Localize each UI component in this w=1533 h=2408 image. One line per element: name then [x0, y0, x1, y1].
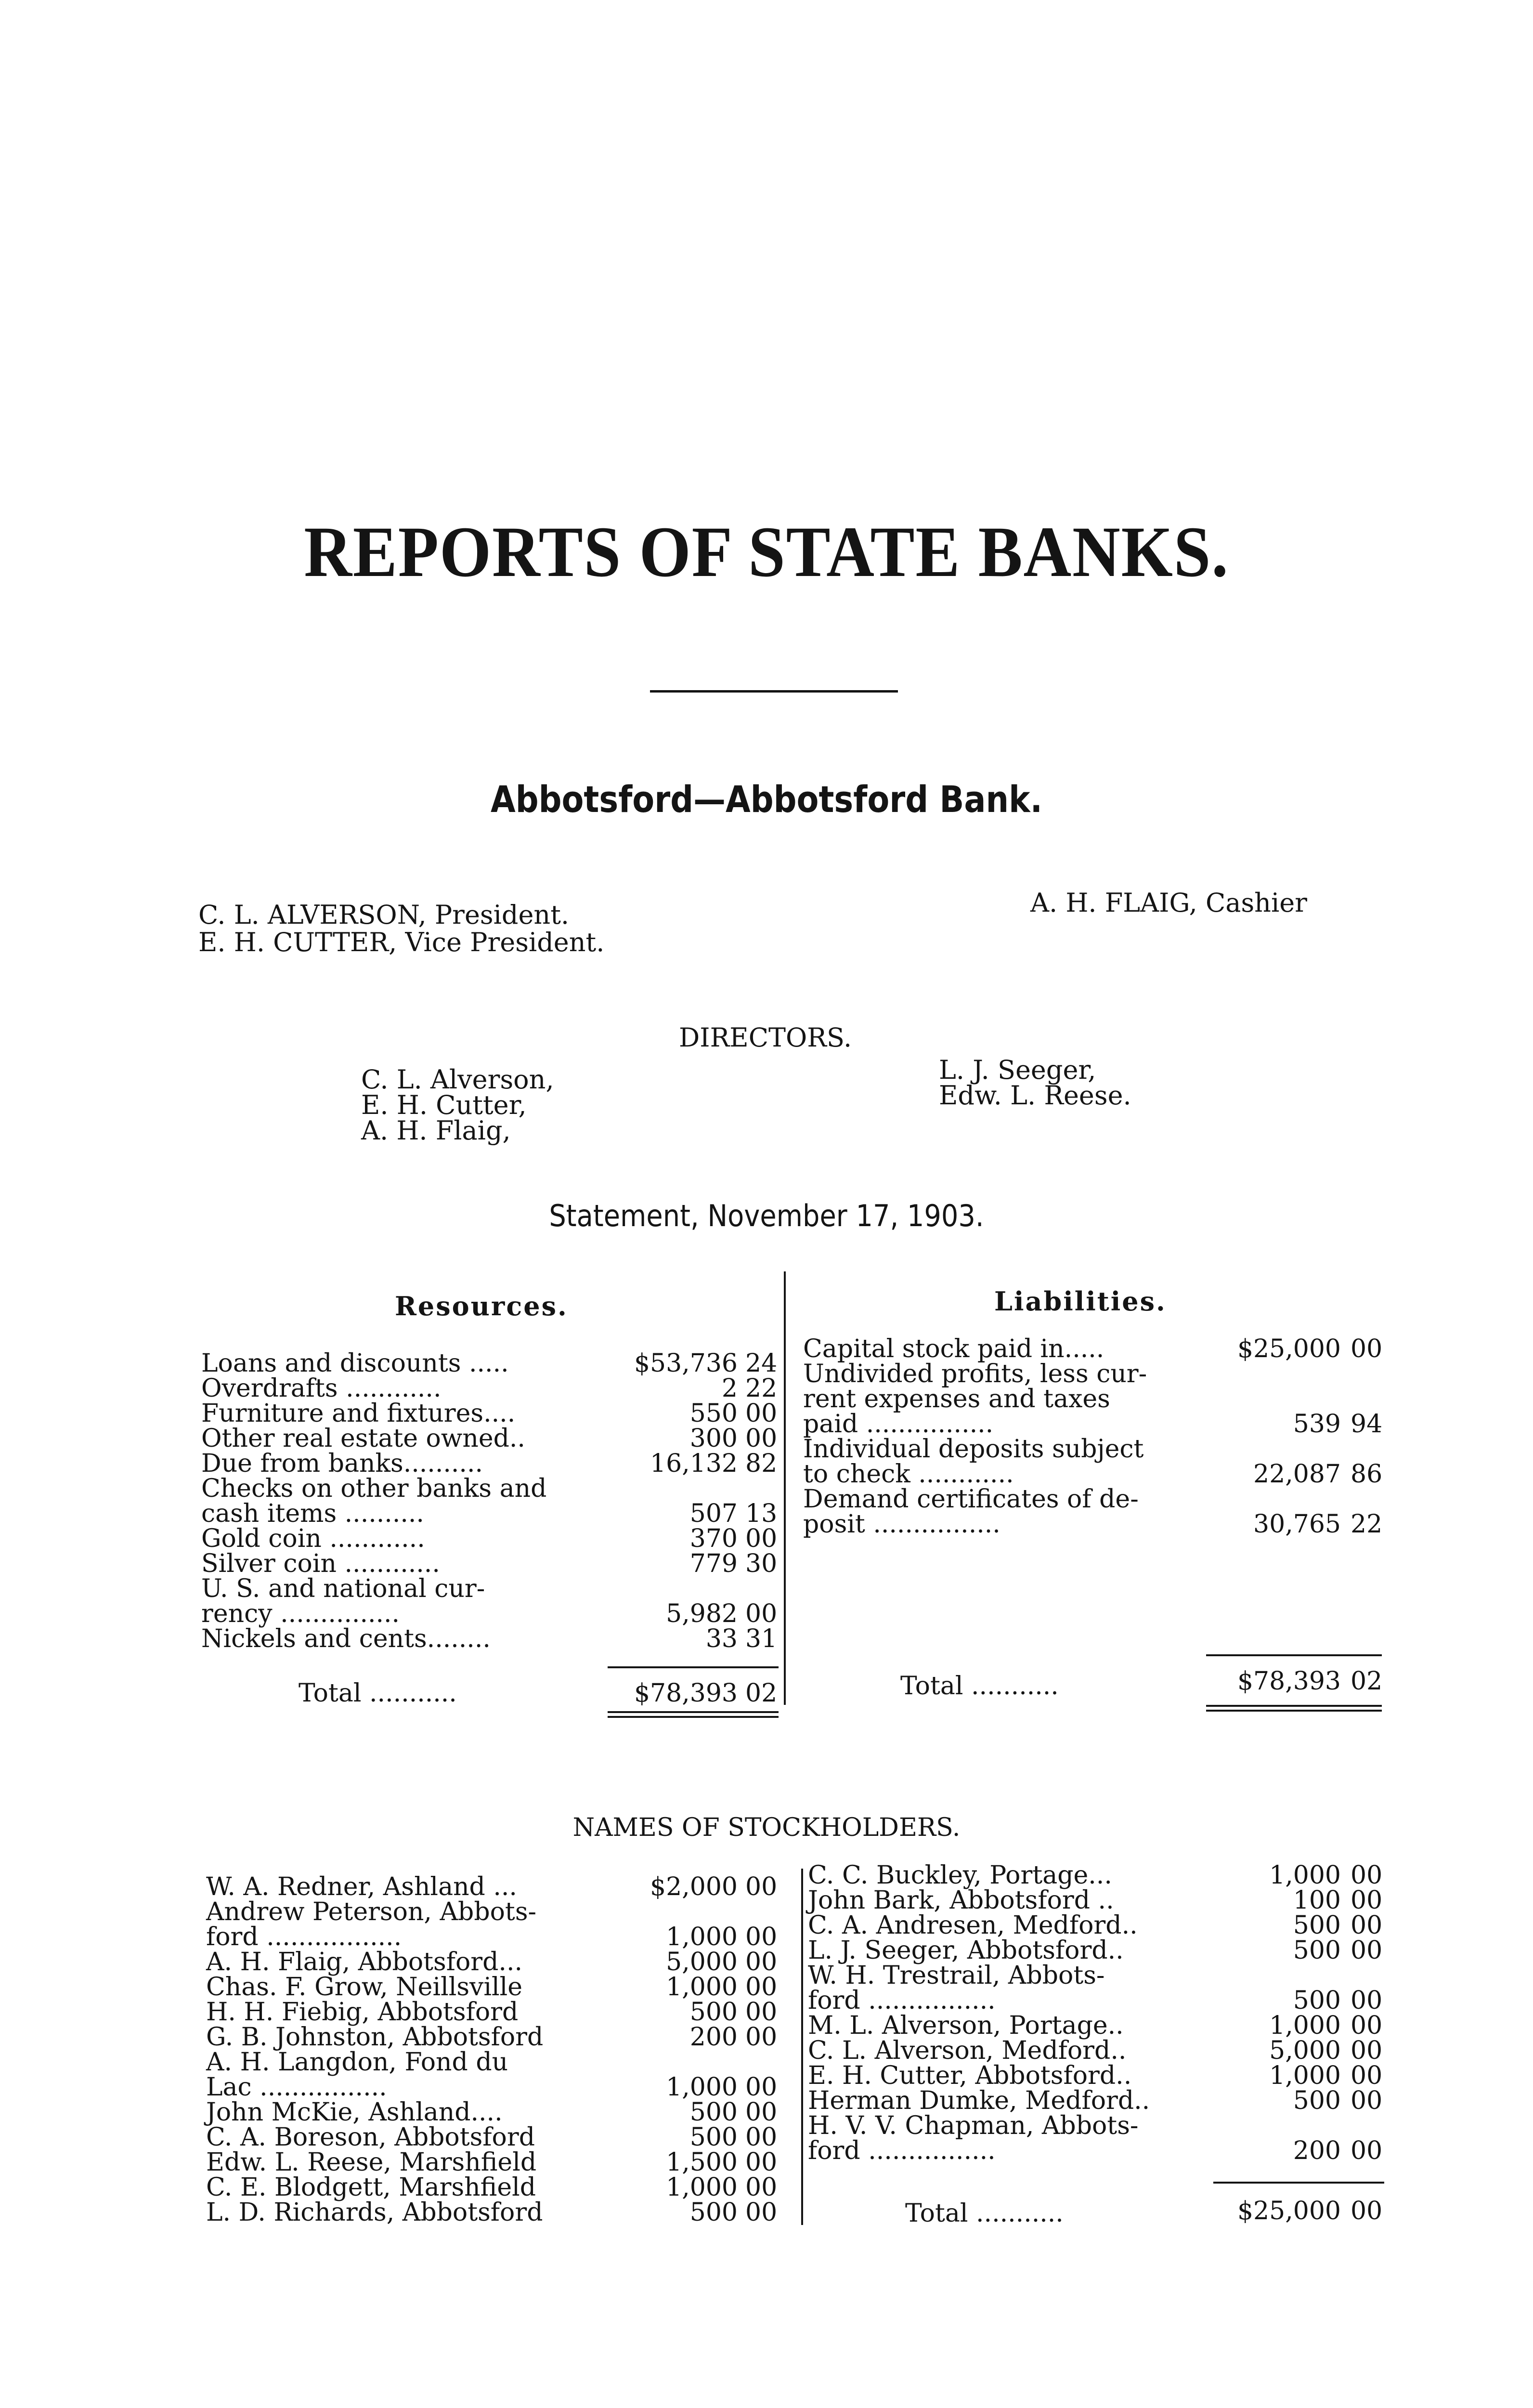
stockholder-right-label: C. A. Andresen, Medford.. [808, 1911, 1138, 1940]
stockholders-total-rule [1213, 2182, 1384, 2184]
liability-item-label: paid ................ [803, 1410, 994, 1439]
resource-item-label: Furniture and fixtures.... [201, 1399, 516, 1428]
stockholder-right-cents: 00 [1351, 2061, 1383, 2090]
stockholder-left-label: C. A. Boreson, Abbotsford [206, 2123, 535, 2152]
resource-item-label: rency ............... [201, 1599, 400, 1628]
resource-item-cents: 00 [745, 1424, 778, 1453]
stockholder-left-dollars: 500 [689, 1998, 738, 2027]
liability-item-cents: 94 [1351, 1410, 1383, 1439]
stockholder-left-cents: 00 [745, 2073, 778, 2102]
resource-item-cents: 13 [745, 1499, 778, 1528]
liability-item-cents: 86 [1351, 1460, 1383, 1489]
resource-item-dollars: 370 [689, 1524, 738, 1553]
stockholder-right-label: ford ................ [808, 2136, 996, 2165]
liability-item-label: Undivided profits, less cur- [803, 1360, 1147, 1388]
stockholder-right-label: C. C. Buckley, Portage... [808, 1861, 1112, 1890]
resource-item-cents: 82 [745, 1449, 778, 1478]
stockholder-right-dollars: 100 [1293, 1886, 1341, 1915]
resource-item-dollars: 16,132 [650, 1449, 738, 1478]
officer-president: C. L. ALVERSON, President. [198, 900, 570, 930]
stockholder-left-label: A. H. Langdon, Fond du [206, 2048, 508, 2077]
stockholder-right-label: H. V. V. Chapman, Abbots- [808, 2111, 1139, 2140]
directors-heading: DIRECTORS. [679, 1022, 852, 1053]
liabilities-total-label: Total ........... [900, 1672, 1059, 1701]
stockholder-right-cents: 00 [1351, 2011, 1383, 2040]
statement-title: Statement, November 17, 1903. [549, 1198, 984, 1233]
director-4: L. J. Seeger, [939, 1055, 1096, 1085]
stockholder-left-label: Edw. L. Reese, Marshfield [206, 2148, 537, 2177]
stockholder-right-cents: 00 [1351, 1936, 1383, 1965]
stockholder-left-dollars: 1,000 [666, 1923, 738, 1951]
liability-item-dollars: 30,765 [1253, 1510, 1341, 1539]
director-3: A. H. Flaig, [361, 1115, 511, 1146]
resource-item-label: Silver coin ............ [201, 1549, 440, 1578]
officer-vice-president: E. H. CUTTER, Vice President. [198, 927, 605, 957]
bank-name: Abbotsford—Abbotsford Bank. [490, 778, 1043, 821]
stockholder-left-label: G. B. Johnston, Abbotsford [206, 2023, 544, 2052]
stockholder-left-label: H. H. Fiebig, Abbotsford [206, 1998, 519, 2027]
stockholder-left-cents: 00 [745, 2198, 778, 2227]
stockholder-right-cents: 00 [1351, 2036, 1383, 2065]
resource-item-cents: 00 [745, 1524, 778, 1553]
stockholders-total [905, 2201, 1064, 2226]
resource-item-dollars: 33 [705, 1624, 738, 1653]
resource-item-cents: 00 [745, 1599, 778, 1628]
liability-item-label: Demand certificates of de- [803, 1485, 1139, 1514]
title-rule [650, 690, 898, 693]
stockholder-left-cents: 00 [745, 2098, 778, 2127]
stockholder-left-dollars: 5,000 [666, 1948, 738, 1976]
resource-item-dollars: 2 [721, 1374, 738, 1403]
liability-item-label: Individual deposits subject [803, 1435, 1144, 1464]
stockholders-total-dollars: $25,000 [1237, 2197, 1341, 2225]
stockholder-left-label: C. E. Blodgett, Marshfield [206, 2173, 536, 2202]
liability-item-dollars: 22,087 [1253, 1460, 1341, 1489]
director-5: Edw. L. Reese. [939, 1080, 1131, 1111]
stockholder-left-cents: 00 [745, 1973, 778, 2002]
stockholders-divider [801, 1869, 803, 2225]
resources-total-dollars: $78,393 [634, 1679, 738, 1708]
liability-item-label: rent expenses and taxes [803, 1385, 1110, 1413]
liabilities-total-rule [1206, 1654, 1382, 1656]
stockholder-left-cents: 00 [745, 2148, 778, 2177]
stockholder-right-label: Herman Dumke, Medford.. [808, 2086, 1150, 2115]
resources-table [201, 1351, 779, 1736]
resources-total-double-rule-1 [608, 1711, 779, 1713]
stockholder-right-dollars: 500 [1293, 1911, 1341, 1940]
stockholder-left-label: John McKie, Ashland.... [206, 2098, 503, 2127]
stockholder-right-dollars: 1,000 [1269, 2061, 1341, 2090]
stockholder-left-cents: 00 [745, 1948, 778, 1976]
stockholder-left-label: ford ................. [206, 1923, 402, 1951]
liabilities-total-dollars: $78,393 [1237, 1667, 1341, 1696]
liability-item-dollars: 539 [1293, 1410, 1341, 1439]
liabilities-table [803, 1336, 1381, 1722]
stockholder-right-dollars: 500 [1293, 1936, 1341, 1965]
stockholder-left-dollars: 1,000 [666, 1973, 738, 2002]
resource-item-cents: 22 [745, 1374, 778, 1403]
resources-heading: Resources. [395, 1291, 568, 1322]
stockholder-left-dollars: 1,000 [666, 2073, 738, 2102]
stockholders-total-cents: 00 [1351, 2197, 1383, 2225]
stockholders-heading: NAMES OF STOCKHOLDERS. [572, 1813, 961, 1842]
stockholder-left-dollars: 500 [689, 2123, 738, 2152]
resource-item-dollars: 300 [689, 1424, 738, 1453]
resource-item-cents: 30 [745, 1549, 778, 1578]
liabilities-total-cents: 02 [1351, 1667, 1383, 1696]
resource-item-label: Nickels and cents........ [201, 1624, 491, 1653]
stockholder-left-dollars: 500 [689, 2098, 738, 2127]
director-1: C. L. Alverson, [361, 1064, 554, 1095]
resources-total-cents: 02 [745, 1679, 778, 1708]
liability-item-label: posit ................ [803, 1510, 1000, 1539]
stockholders-right-table [808, 1863, 1386, 2248]
stockholder-right-cents: 00 [1351, 2086, 1383, 2115]
resource-item-dollars: 507 [689, 1499, 738, 1528]
resource-item-label: cash items .......... [201, 1499, 424, 1528]
stockholder-left-cents: 00 [745, 2123, 778, 2152]
liability-item-dollars: $25,000 [1237, 1335, 1341, 1363]
stockholder-right-label: C. L. Alverson, Medford.. [808, 2036, 1127, 2065]
resource-item-dollars: $53,736 [634, 1349, 738, 1378]
stockholder-right-label: John Bark, Abbotsford .. [808, 1886, 1114, 1915]
stockholders-total-label: Total ........... [905, 2199, 1064, 2228]
liabilities-total [900, 1674, 1059, 1699]
stockholder-left-label: Lac ................ [206, 2073, 387, 2102]
resource-item-dollars: 5,982 [666, 1599, 738, 1628]
stockholder-right-cents: 00 [1351, 1986, 1383, 2015]
stockholder-right-label: L. J. Seeger, Abbotsford.. [808, 1936, 1124, 1965]
resource-item-cents: 31 [745, 1624, 778, 1653]
liability-item-cents: 22 [1351, 1510, 1383, 1539]
stockholder-left-cents: 00 [745, 2023, 778, 2052]
stockholder-left-label: Chas. F. Grow, Neillsville [206, 1973, 523, 2002]
stockholder-left-cents: 00 [745, 1998, 778, 2027]
stockholder-right-dollars: 1,000 [1269, 2011, 1341, 2040]
stockholder-left-cents: 00 [745, 1872, 778, 1901]
stockholder-right-label: W. H. Trestrail, Abbots- [808, 1961, 1105, 1990]
stockholder-right-label: E. H. Cutter, Abbotsford.. [808, 2061, 1132, 2090]
stockholder-left-dollars: 500 [689, 2198, 738, 2227]
director-2: E. H. Cutter, [361, 1090, 527, 1120]
liabilities-total-double-rule-1 [1206, 1705, 1382, 1707]
stockholder-left-label: Andrew Peterson, Abbots- [206, 1898, 537, 1926]
stockholder-left-label: L. D. Richards, Abbotsford [206, 2198, 543, 2227]
stockholder-left-dollars: 200 [689, 2023, 738, 2052]
resource-item-dollars: 550 [689, 1399, 738, 1428]
stockholder-left-dollars: $2,000 [650, 1872, 738, 1901]
resource-item-label: U. S. and national cur- [201, 1574, 485, 1603]
stockholder-right-dollars: 500 [1293, 1986, 1341, 2015]
resources-total-label: Total ........... [299, 1679, 457, 1708]
resources-total-double-rule-2 [608, 1716, 779, 1718]
resources-total-rule [608, 1666, 779, 1668]
officer-cashier: A. H. FLAIG, Cashier [1030, 888, 1307, 918]
stockholder-right-cents: 00 [1351, 1861, 1383, 1890]
stockholder-right-dollars: 500 [1293, 2086, 1341, 2115]
stockholder-left-cents: 00 [745, 1923, 778, 1951]
resources-total [299, 1681, 457, 1706]
stockholder-right-dollars: 200 [1293, 2136, 1341, 2165]
stockholder-right-cents: 00 [1351, 1911, 1383, 1940]
page-title: REPORTS OF STATE BANKS. [304, 512, 1229, 592]
resource-item-dollars: 779 [689, 1549, 738, 1578]
resource-item-label: Due from banks.......... [201, 1449, 483, 1478]
stockholder-right-dollars: 1,000 [1269, 1861, 1341, 1890]
resource-item-cents: 24 [745, 1349, 778, 1378]
liability-item-label: to check ............ [803, 1460, 1014, 1489]
stockholder-right-label: ford ................ [808, 1986, 996, 2015]
resource-item-label: Loans and discounts ..... [201, 1349, 509, 1378]
stockholder-left-label: W. A. Redner, Ashland ... [206, 1872, 517, 1901]
liability-item-cents: 00 [1351, 1335, 1383, 1363]
resource-item-label: Checks on other banks and [201, 1474, 547, 1503]
stockholder-left-label: A. H. Flaig, Abbotsford... [206, 1948, 523, 1976]
liabilities-total-double-rule-2 [1206, 1710, 1382, 1712]
stockholder-right-dollars: 5,000 [1269, 2036, 1341, 2065]
stockholders-left-table [206, 1874, 784, 2260]
liability-item-label: Capital stock paid in..... [803, 1335, 1104, 1363]
stockholder-left-dollars: 1,500 [666, 2148, 738, 2177]
resource-item-label: Other real estate owned.. [201, 1424, 525, 1453]
resource-item-label: Overdrafts ............ [201, 1374, 442, 1403]
statement-divider [784, 1271, 786, 1705]
stockholder-left-dollars: 1,000 [666, 2173, 738, 2202]
liabilities-heading: Liabilities. [994, 1286, 1167, 1317]
stockholder-left-cents: 00 [745, 2173, 778, 2202]
resource-item-label: Gold coin ............ [201, 1524, 425, 1553]
stockholder-right-cents: 00 [1351, 1886, 1383, 1915]
stockholder-right-cents: 00 [1351, 2136, 1383, 2165]
resource-item-cents: 00 [745, 1399, 778, 1428]
stockholder-right-label: M. L. Alverson, Portage.. [808, 2011, 1124, 2040]
